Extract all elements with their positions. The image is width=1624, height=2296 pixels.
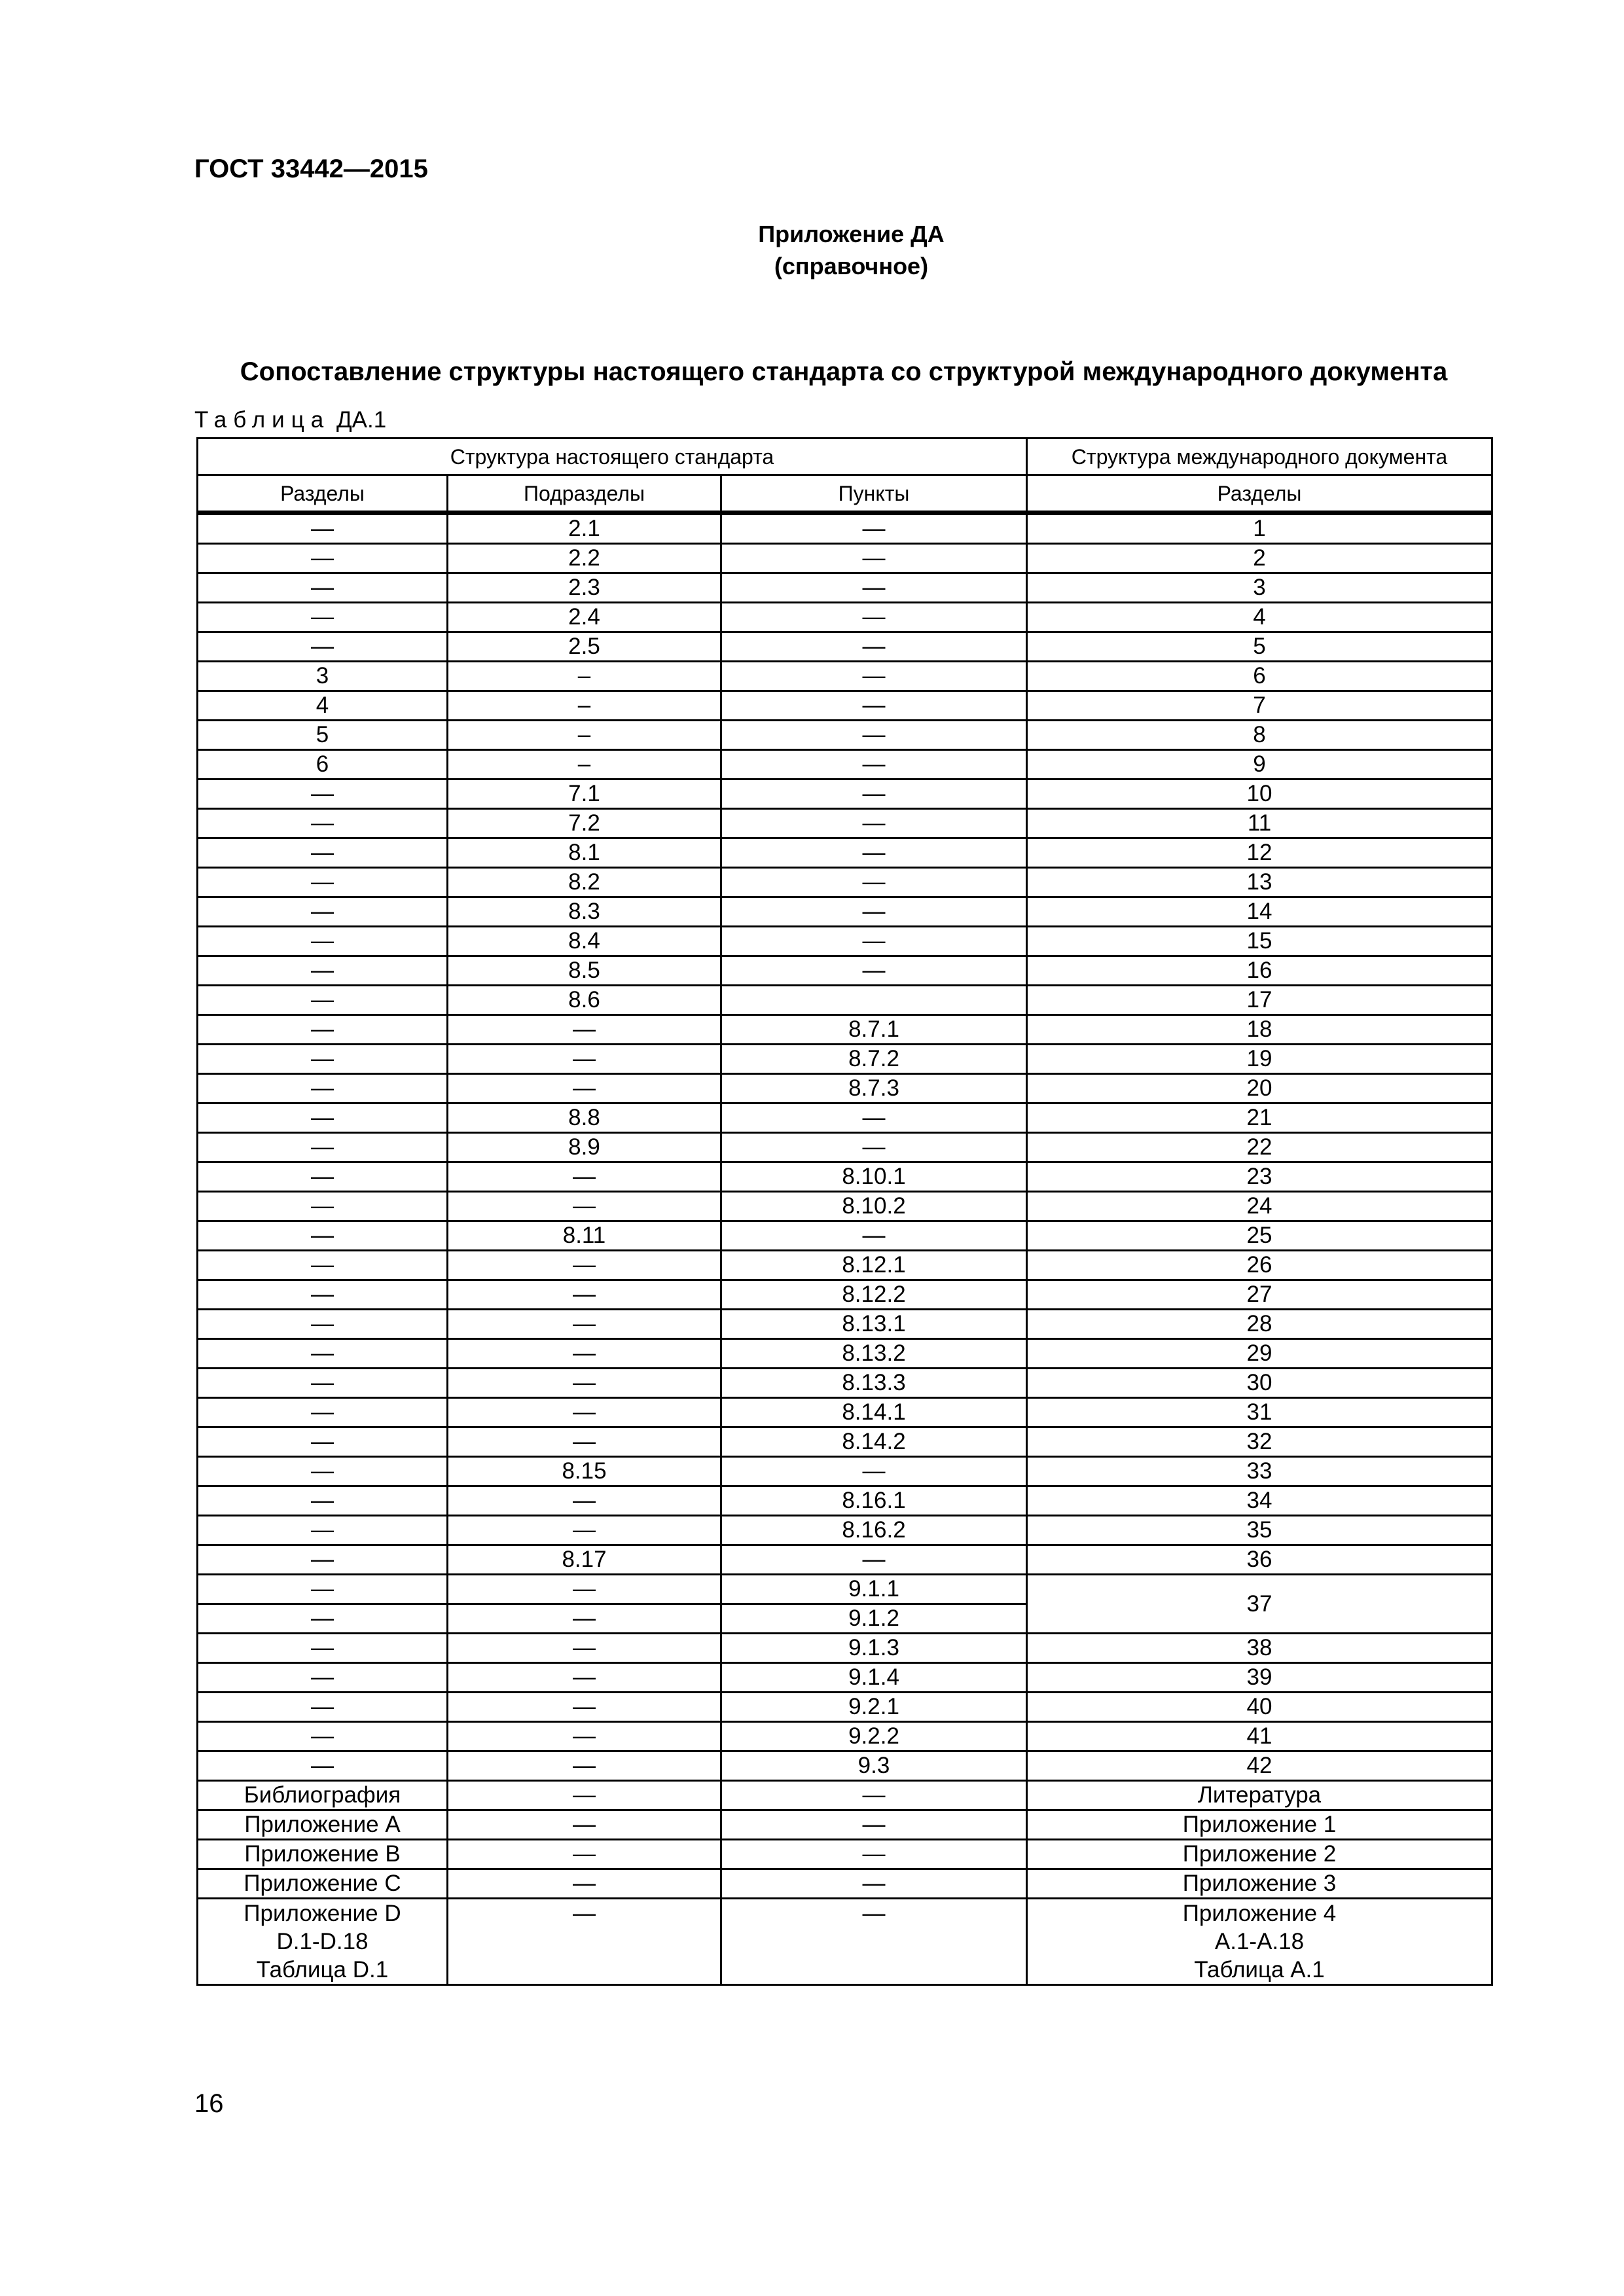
cell-subsection: — (448, 1840, 721, 1869)
table-row (198, 897, 1492, 927)
cell-clause: — (721, 1840, 1027, 1869)
cell-clause: 9.1.3 (721, 1634, 1027, 1663)
cell-subsection: 2.2 (448, 544, 721, 573)
column-header-clauses: Пункты (721, 475, 1027, 513)
cell-clause: 9.1.4 (721, 1663, 1027, 1693)
cell-intl-section: Приложение 1 (1027, 1810, 1492, 1840)
table-row (198, 513, 1492, 544)
cell-subsection: 8.15 (448, 1457, 721, 1486)
cell-intl-section: 3 (1027, 573, 1492, 603)
table-row (198, 1221, 1492, 1251)
cell-intl-section: 37 (1027, 1575, 1492, 1634)
cell-clause: 9.1.2 (721, 1604, 1027, 1634)
cell-section: — (198, 544, 448, 573)
cell-clause: — (721, 809, 1027, 838)
cell-subsection: — (448, 1310, 721, 1339)
page-number: 16 (194, 2089, 224, 2118)
cell-subsection: — (448, 1015, 721, 1045)
cell-subsection: 8.5 (448, 956, 721, 986)
table-row (198, 927, 1492, 956)
cell-clause: — (721, 927, 1027, 956)
cell-intl-section: 31 (1027, 1398, 1492, 1427)
cell-clause: 9.2.2 (721, 1722, 1027, 1751)
cell-intl-section: 40 (1027, 1693, 1492, 1722)
table-row (198, 1074, 1492, 1103)
cell-intl-section: 39 (1027, 1663, 1492, 1693)
table-row (198, 1575, 1492, 1604)
cell-section: 3 (198, 662, 448, 691)
cell-subsection: – (448, 721, 721, 750)
cell-subsection: 8.6 (448, 986, 721, 1015)
cell-section: — (198, 1516, 448, 1545)
cell-clause: 8.12.2 (721, 1280, 1027, 1310)
cell-clause: 8.13.3 (721, 1369, 1027, 1398)
cell-section: — (198, 1045, 448, 1074)
table-row (198, 1192, 1492, 1221)
table-row (198, 1339, 1492, 1369)
cell-intl-section: 25 (1027, 1221, 1492, 1251)
cell-subsection: 7.1 (448, 780, 721, 809)
cell-clause: 8.16.1 (721, 1486, 1027, 1516)
cell-intl-section-line: А.1-А.18 (1214, 1929, 1305, 1954)
cell-clause: — (721, 780, 1027, 809)
cell-clause: — (721, 632, 1027, 662)
cell-intl-section: 1 (1027, 513, 1492, 544)
cell-intl-section: 19 (1027, 1045, 1492, 1074)
table-row (198, 603, 1492, 632)
cell-section: — (198, 1310, 448, 1339)
cell-clause: — (721, 1545, 1027, 1575)
cell-intl-section: 42 (1027, 1751, 1492, 1781)
table-label-number: ДА.1 (336, 407, 387, 433)
annex-title: Приложение ДА (758, 221, 945, 247)
cell-intl-section: 30 (1027, 1369, 1492, 1398)
cell-section: — (198, 1398, 448, 1427)
cell-subsection: 2.3 (448, 573, 721, 603)
group-header-international: Структура международного документа (1027, 439, 1492, 475)
cell-section: 6 (198, 750, 448, 780)
cell-subsection: — (448, 1045, 721, 1074)
table-row (198, 1722, 1492, 1751)
cell-section-line: Таблица D.1 (256, 1957, 389, 1982)
cell-intl-section: 16 (1027, 956, 1492, 986)
cell-clause: 8.12.1 (721, 1251, 1027, 1280)
cell-clause: — (721, 513, 1027, 544)
cell-intl-section: 29 (1027, 1339, 1492, 1369)
table-row (198, 1810, 1492, 1840)
cell-clause: 8.7.2 (721, 1045, 1027, 1074)
cell-intl-section: 20 (1027, 1074, 1492, 1103)
cell-section: — (198, 1251, 448, 1280)
cell-section-line: Приложение D (244, 1901, 401, 1926)
cell-section: — (198, 1693, 448, 1722)
cell-intl-section: 27 (1027, 1280, 1492, 1310)
cell-clause: — (721, 691, 1027, 721)
cell-clause: — (721, 1781, 1027, 1810)
table-row (198, 780, 1492, 809)
cell-subsection: — (448, 1427, 721, 1457)
table-row (198, 956, 1492, 986)
cell-subsection: 8.9 (448, 1133, 721, 1162)
cell-subsection: 8.1 (448, 838, 721, 868)
cell-section: — (198, 897, 448, 927)
cell-section: — (198, 513, 448, 544)
cell-section: Приложение С (198, 1869, 448, 1899)
cell-intl-section: 36 (1027, 1545, 1492, 1575)
table-row (198, 1427, 1492, 1457)
cell-subsection: — (448, 1751, 721, 1781)
cell-clause: 8.13.1 (721, 1310, 1027, 1339)
table-row (198, 1015, 1492, 1045)
cell-section (198, 1899, 448, 1985)
cell-intl-section: 17 (1027, 986, 1492, 1015)
cell-subsection: — (448, 1634, 721, 1663)
cell-clause: — (721, 838, 1027, 868)
cell-clause: — (721, 1221, 1027, 1251)
table-row (198, 662, 1492, 691)
cell-intl-section: 5 (1027, 632, 1492, 662)
cell-intl-section (1027, 1899, 1492, 1985)
cell-clause: 8.10.1 (721, 1162, 1027, 1192)
cell-subsection: — (448, 1339, 721, 1369)
cell-subsection: — (448, 1251, 721, 1280)
cell-section: — (198, 956, 448, 986)
cell-section: — (198, 1221, 448, 1251)
cell-clause: — (721, 1810, 1027, 1840)
cell-clause: 9.1.1 (721, 1575, 1027, 1604)
cell-clause: — (721, 1103, 1027, 1133)
cell-clause: — (721, 573, 1027, 603)
cell-intl-section: 33 (1027, 1457, 1492, 1486)
table-row (198, 1133, 1492, 1162)
table-row (198, 1516, 1492, 1545)
cell-section: — (198, 927, 448, 956)
cell-subsection: 8.11 (448, 1221, 721, 1251)
cell-section: — (198, 1751, 448, 1781)
cell-intl-section: 9 (1027, 750, 1492, 780)
cell-section: — (198, 603, 448, 632)
cell-section: — (198, 1162, 448, 1192)
table-row (198, 1869, 1492, 1899)
cell-subsection: — (448, 1722, 721, 1751)
cell-clause: — (721, 1133, 1027, 1162)
cell-subsection: 7.2 (448, 809, 721, 838)
cell-section: — (198, 809, 448, 838)
cell-subsection: – (448, 691, 721, 721)
cell-intl-section: 26 (1027, 1251, 1492, 1280)
cell-intl-section: 10 (1027, 780, 1492, 809)
cell-section: — (198, 986, 448, 1015)
table-row (198, 721, 1492, 750)
cell-subsection: — (448, 1781, 721, 1810)
section-heading: Сопоставление структуры настоящего стандарта со структурой международного документа (240, 357, 1448, 386)
table-label-word: Таблица (194, 407, 331, 433)
cell-intl-section: 15 (1027, 927, 1492, 956)
cell-clause: — (721, 662, 1027, 691)
cell-intl-section: 7 (1027, 691, 1492, 721)
cell-subsection: — (448, 1869, 721, 1899)
table-row (198, 1310, 1492, 1339)
column-header-intl-sections: Разделы (1027, 475, 1492, 513)
table-row (198, 1693, 1492, 1722)
cell-subsection: — (448, 1369, 721, 1398)
cell-intl-section: 18 (1027, 1015, 1492, 1045)
cell-clause: — (721, 721, 1027, 750)
cell-section: Библиография (198, 1781, 448, 1810)
cell-clause: 8.14.2 (721, 1427, 1027, 1457)
cell-section: — (198, 1457, 448, 1486)
cell-clause: 8.7.3 (721, 1074, 1027, 1103)
table-row (198, 1045, 1492, 1074)
cell-subsection: 2.4 (448, 603, 721, 632)
cell-clause: — (721, 897, 1027, 927)
table-row (198, 1899, 1492, 1985)
cell-subsection: — (448, 1663, 721, 1693)
cell-intl-section: 13 (1027, 868, 1492, 897)
cell-clause: 9.3 (721, 1751, 1027, 1781)
cell-subsection: 8.2 (448, 868, 721, 897)
column-header-sections: Разделы (198, 475, 448, 513)
cell-section: — (198, 1074, 448, 1103)
cell-clause: 9.2.1 (721, 1693, 1027, 1722)
table-row (198, 1634, 1492, 1663)
cell-section: — (198, 1427, 448, 1457)
cell-intl-section: Приложение 3 (1027, 1869, 1492, 1899)
cell-clause: — (721, 868, 1027, 897)
cell-subsection: 2.1 (448, 513, 721, 544)
table-row (198, 1369, 1492, 1398)
cell-subsection: – (448, 662, 721, 691)
cell-subsection: 2.5 (448, 632, 721, 662)
table-row (198, 691, 1492, 721)
cell-clause: — (721, 603, 1027, 632)
cell-clause: — (721, 750, 1027, 780)
cell-subsection: — (448, 1693, 721, 1722)
cell-intl-section: 41 (1027, 1722, 1492, 1751)
cell-intl-section: 11 (1027, 809, 1492, 838)
comparison-table (196, 437, 1493, 1986)
cell-intl-section: 4 (1027, 603, 1492, 632)
cell-subsection: — (448, 1398, 721, 1427)
cell-subsection: 8.8 (448, 1103, 721, 1133)
cell-section: — (198, 1604, 448, 1634)
cell-clause: — (721, 956, 1027, 986)
column-header-subsections: Подразделы (448, 475, 721, 513)
cell-section: — (198, 1015, 448, 1045)
cell-intl-section: 22 (1027, 1133, 1492, 1162)
cell-subsection: — (448, 1810, 721, 1840)
table-row (198, 1398, 1492, 1427)
cell-intl-section: 28 (1027, 1310, 1492, 1339)
table-row (198, 1840, 1492, 1869)
cell-clause: 8.7.1 (721, 1015, 1027, 1045)
cell-subsection: 8.4 (448, 927, 721, 956)
cell-section: — (198, 1545, 448, 1575)
table-row (198, 1486, 1492, 1516)
table-label (194, 407, 386, 433)
table-row (198, 809, 1492, 838)
table-row (198, 632, 1492, 662)
cell-section: 5 (198, 721, 448, 750)
cell-section: 4 (198, 691, 448, 721)
table-row (198, 1545, 1492, 1575)
cell-section: Приложение В (198, 1840, 448, 1869)
cell-intl-section: 8 (1027, 721, 1492, 750)
table-row (198, 1457, 1492, 1486)
cell-intl-section-line: Таблица А.1 (1194, 1957, 1325, 1982)
table-body (198, 513, 1492, 1985)
group-header-this-standard: Структура настоящего стандарта (198, 439, 1027, 475)
cell-section: — (198, 1280, 448, 1310)
table-row (198, 1251, 1492, 1280)
cell-subsection: – (448, 750, 721, 780)
cell-clause: — (721, 1899, 1027, 1985)
cell-section: — (198, 868, 448, 897)
cell-section: — (198, 1133, 448, 1162)
standard-designation: ГОСТ 33442—2015 (194, 154, 428, 183)
table-row (198, 1781, 1492, 1810)
cell-intl-section: 32 (1027, 1427, 1492, 1457)
cell-subsection: 8.17 (448, 1545, 721, 1575)
cell-intl-section: 23 (1027, 1162, 1492, 1192)
cell-clause (721, 986, 1027, 1015)
cell-clause: — (721, 544, 1027, 573)
table-row (198, 986, 1492, 1015)
cell-section-line: D.1-D.18 (276, 1929, 369, 1954)
cell-section: — (198, 632, 448, 662)
table-row (198, 1663, 1492, 1693)
table-row (198, 544, 1492, 573)
cell-intl-section: 6 (1027, 662, 1492, 691)
cell-clause: 8.13.2 (721, 1339, 1027, 1369)
cell-intl-section: 12 (1027, 838, 1492, 868)
cell-clause: 8.16.2 (721, 1516, 1027, 1545)
cell-subsection: — (448, 1162, 721, 1192)
cell-intl-section: Литература (1027, 1781, 1492, 1810)
table-row (198, 1162, 1492, 1192)
cell-clause: 8.14.1 (721, 1398, 1027, 1427)
cell-section: — (198, 1634, 448, 1663)
cell-section: — (198, 1663, 448, 1693)
table-row (198, 1280, 1492, 1310)
cell-clause: 8.10.2 (721, 1192, 1027, 1221)
cell-intl-section: 2 (1027, 544, 1492, 573)
cell-intl-section-line: Приложение 4 (1182, 1901, 1337, 1926)
cell-section: — (198, 1103, 448, 1133)
cell-subsection: 8.3 (448, 897, 721, 927)
cell-subsection: — (448, 1192, 721, 1221)
cell-subsection: — (448, 1486, 721, 1516)
cell-subsection: — (448, 1899, 721, 1985)
cell-section: — (198, 573, 448, 603)
cell-subsection: — (448, 1575, 721, 1604)
cell-section: — (198, 1575, 448, 1604)
cell-section: — (198, 780, 448, 809)
cell-intl-section: 21 (1027, 1103, 1492, 1133)
cell-subsection: — (448, 1280, 721, 1310)
cell-intl-section: 34 (1027, 1486, 1492, 1516)
table-row (198, 1103, 1492, 1133)
cell-section: — (198, 1722, 448, 1751)
cell-intl-section: 14 (1027, 897, 1492, 927)
cell-section: — (198, 1192, 448, 1221)
table-row (198, 750, 1492, 780)
table-row (198, 573, 1492, 603)
table-row (198, 868, 1492, 897)
table-row (198, 838, 1492, 868)
cell-intl-section: 35 (1027, 1516, 1492, 1545)
cell-subsection: — (448, 1074, 721, 1103)
cell-section: Приложение А (198, 1810, 448, 1840)
cell-section: — (198, 1339, 448, 1369)
cell-clause: — (721, 1457, 1027, 1486)
cell-subsection: — (448, 1516, 721, 1545)
cell-section: — (198, 838, 448, 868)
cell-section: — (198, 1486, 448, 1516)
table-row (198, 1751, 1492, 1781)
cell-section: — (198, 1369, 448, 1398)
cell-subsection: — (448, 1604, 721, 1634)
annex-subtitle: (справочное) (774, 253, 929, 279)
cell-intl-section: 38 (1027, 1634, 1492, 1663)
cell-intl-section: 24 (1027, 1192, 1492, 1221)
cell-clause: — (721, 1869, 1027, 1899)
cell-intl-section: Приложение 2 (1027, 1840, 1492, 1869)
